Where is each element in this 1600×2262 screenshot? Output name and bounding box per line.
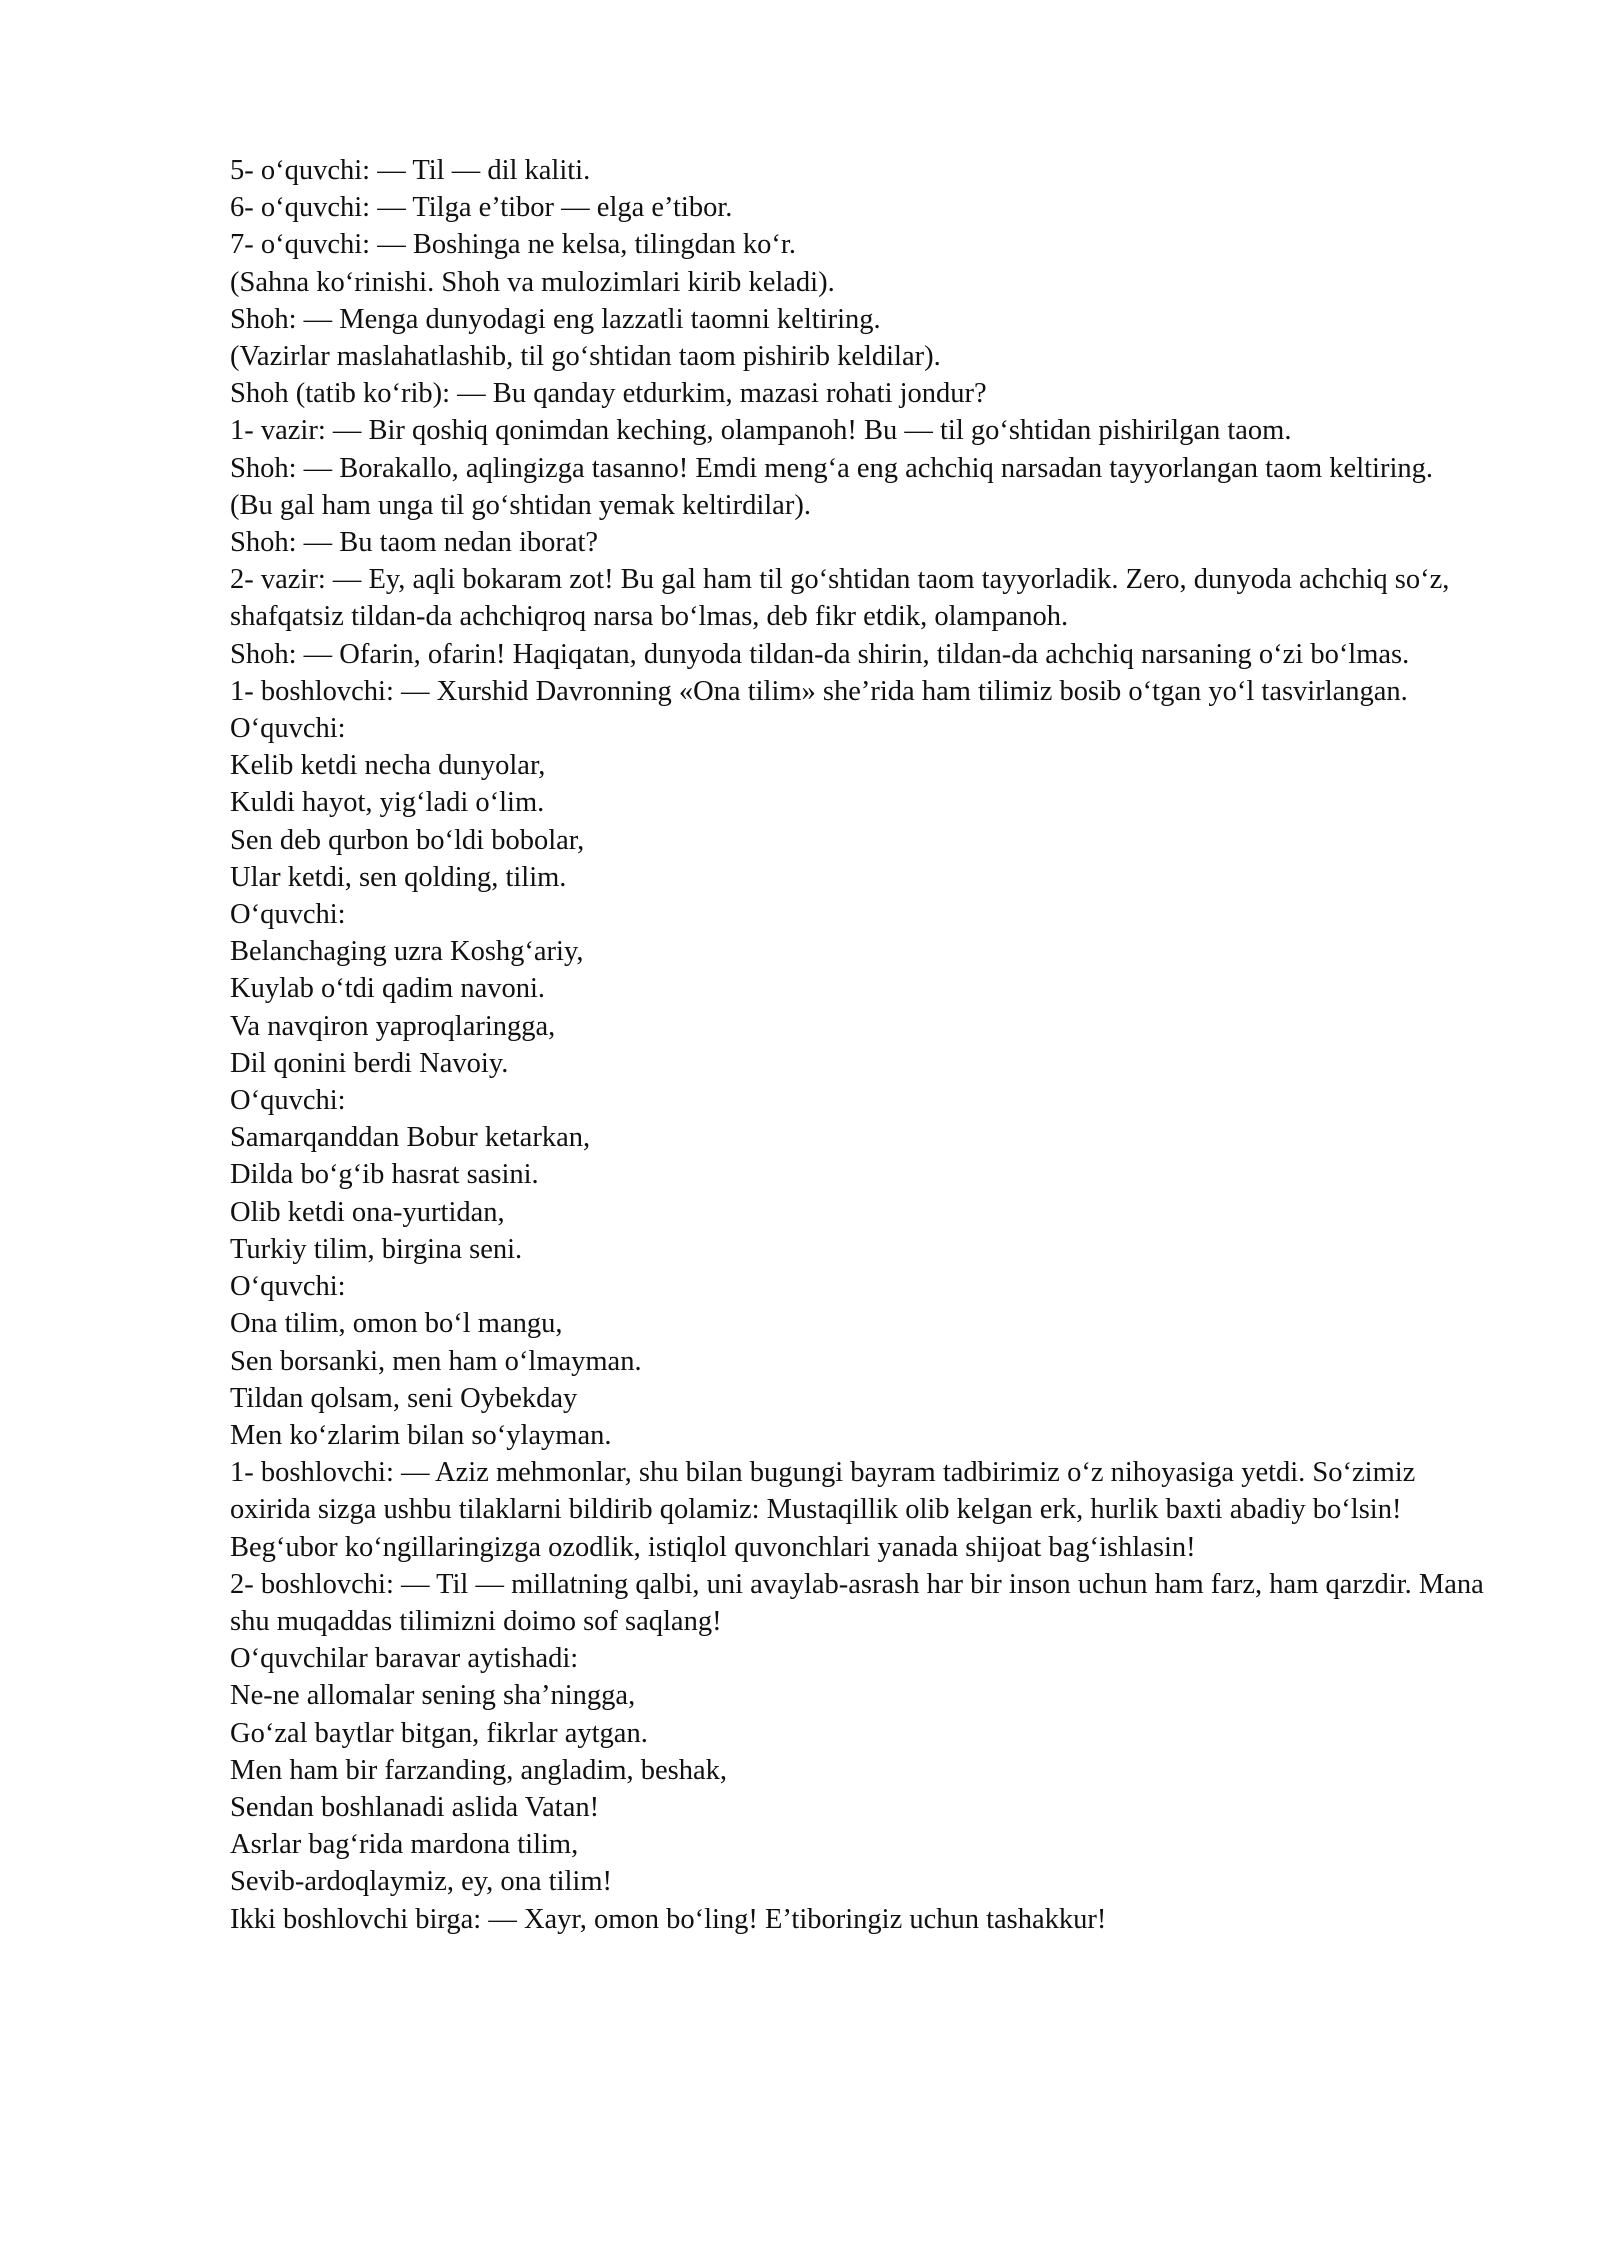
text-line: Kuldi hayot, yig‘ladi o‘lim.	[230, 787, 545, 819]
text-line: 5- o‘quvchi: — Til — dil kaliti.	[230, 155, 591, 186]
text-line: O‘quvchi:	[230, 899, 346, 931]
text-line: 6- o‘quvchi: — Tilga e’tibor — elga e’tibor.	[230, 192, 733, 224]
text-line: (Bu gal ham unga til go‘shtidan yemak keltirdilar).	[230, 489, 811, 521]
text-line: Go‘zal baytlar bitgan, fikrlar aytgan.	[230, 1717, 648, 1749]
text-line: Sen deb qurbon bo‘ldi bobolar,	[230, 824, 585, 856]
text-line: Ikki boshlovchi birga: — Xayr, omon bo‘ling! E’tiboringiz uchun tashakkur!	[230, 1903, 1107, 1935]
text-line: Dilda bo‘g‘ib hasrat sasini.	[230, 1159, 539, 1191]
text-line: Kelib ketdi necha dunyolar,	[230, 750, 546, 782]
text-line: Va navqiron yaproqlaringga,	[230, 1010, 556, 1042]
text-line: 1- boshlovchi: — Aziz mehmonlar, shu bilan bugungi bayram tadbirimiz o‘z nihoyasiga yetdi. So‘zimiz oxirida sizga ushbu tilaklarni bildirib qolamiz: Mustaqillik olib kelgan erk, hurlik baxti abadiy bo‘lsin! Beg‘ubor ko‘ngillaringizga ozodlik, istiqlol quvonchlari yanada shijoat bag‘ishlasin!	[230, 1457, 1416, 1563]
text-line: Men ham bir farzanding, angladim, beshak,	[230, 1754, 728, 1786]
text-line: O‘quvchi:	[230, 1271, 346, 1303]
document-page	[230, 152, 1490, 1938]
text-line: Olib ketdi ona-yurtidan,	[230, 1196, 505, 1228]
text-line: 7- o‘quvchi: — Boshinga ne kelsa, tilingdan ko‘r.	[230, 229, 796, 261]
text-line: Kuylab o‘tdi qadim navoni.	[230, 973, 546, 1005]
text-line: Sen borsanki, men ham o‘lmayman.	[230, 1345, 642, 1377]
text-line: O‘quvchi:	[230, 1085, 346, 1117]
text-line: 2- vazir: — Ey, aqli bokaram zot! Bu gal ham til go‘shtidan taom tayyorladik. Zero, dunyoda achchiq so‘z, shafqatsiz tildan-da achchiqroq narsa bo‘lmas, deb fikr etdik, olampanoh.	[230, 564, 1450, 633]
text-line: O‘quvchi:	[230, 713, 346, 745]
text-line: O‘quvchilar baravar aytishadi:	[230, 1643, 579, 1675]
text-line: Samarqanddan Bobur ketarkan,	[230, 1122, 591, 1154]
text-line: Shoh: — Bu taom nedan iborat?	[230, 527, 599, 559]
text-line: Tildan qolsam, seni Oybekday	[230, 1382, 578, 1414]
text-line: Ne-ne allomalar sening sha’ningga,	[230, 1680, 636, 1712]
text-line: Ona tilim, omon bo‘l mangu,	[230, 1308, 563, 1340]
text-line: Ular ketdi, sen qolding, tilim.	[230, 861, 567, 893]
text-line: Shoh (tatib ko‘rib): — Bu qanday etdurkim, mazasi rohati jondur?	[230, 378, 987, 410]
text-line: Shoh: — Menga dunyodagi eng lazzatli taomni keltiring.	[230, 303, 881, 335]
text-line: Asrlar bag‘rida mardona tilim,	[230, 1829, 579, 1861]
text-line: 2- boshlovchi: — Til — millatning qalbi, uni avaylab-asrash har bir inson uchun ham farz, ham qarzdir. Mana shu muqaddas tilimizni doimo sof saqlang!	[230, 1568, 1484, 1637]
text-line: Turkiy tilim, birgina seni.	[230, 1233, 523, 1265]
text-line: Sevib-ardoqlaymiz, ey, ona tilim!	[230, 1866, 613, 1898]
text-line: 1- vazir: — Bir qoshiq qonimdan keching, olampanoh! Bu — til go‘shtidan pishirilgan taom.	[230, 415, 1292, 447]
text-line: Sendan boshlanadi aslida Vatan!	[230, 1791, 600, 1823]
text-line: Belanchaging uzra Koshg‘ariy,	[230, 936, 584, 968]
text-line: (Vazirlar maslahatlashib, til go‘shtidan taom pishirib keldilar).	[230, 341, 941, 373]
text-line: Dil qonini berdi Navoiy.	[230, 1047, 509, 1079]
text-line: 1- boshlovchi: — Xurshid Davronning «Ona tilim» she’rida ham tilimiz bosib o‘tgan yo‘l tasvirlangan.	[230, 675, 1408, 707]
text-line: Shoh: — Borakallo, aqlingizga tasanno! Emdi meng‘a eng achchiq narsadan tayyorlangan taom keltiring.	[230, 452, 1433, 484]
text-line: Shoh: — Ofarin, ofarin! Haqiqatan, dunyoda tildan-da shirin, tildan-da achchiq narsaning o‘zi bo‘lmas.	[230, 638, 1410, 670]
text-line: Men ko‘zlarim bilan so‘ylayman.	[230, 1419, 612, 1451]
text-line: (Sahna ko‘rinishi. Shoh va mulozimlari kirib keladi).	[230, 266, 835, 298]
